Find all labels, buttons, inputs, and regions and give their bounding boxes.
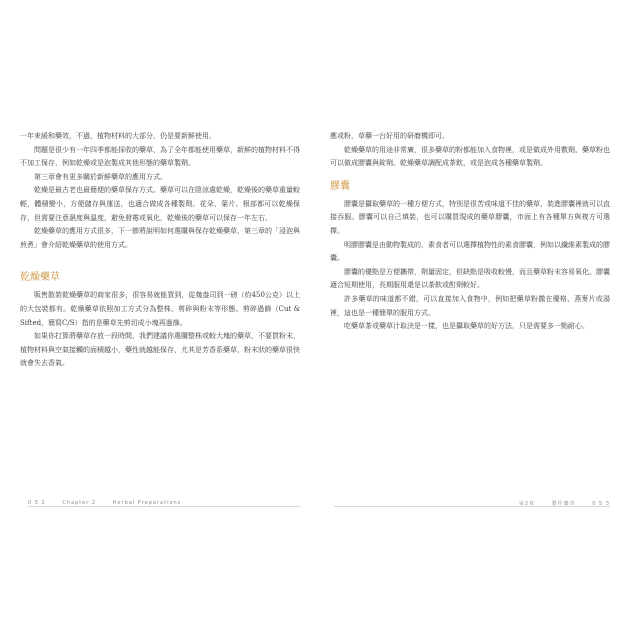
right-page-number: 0 5 3: [592, 501, 610, 507]
paragraph: 許多藥草的味道都不錯，可以直接加入食物中，例如把藥草粉撒在優格、燕麥片或湯裡，這也是一種簡單的服用方式。: [330, 294, 610, 317]
left-footer: [28, 500, 195, 506]
paragraph: 乾燥藥草的用途非常廣，很多藥草的粉都能加入食物裡，或是做成外用敷劑，藥草粉也可以做成膠囊與錠劑。乾燥藥草調配成茶飲，或是泡成各種藥草製劑。: [330, 145, 610, 168]
right-running-title: 製作藥草: [551, 501, 576, 507]
paragraph: 應或粉，草藥一台好用的研磨機即可。: [330, 132, 449, 140]
left-running-title: Herbal Preparations: [112, 500, 182, 506]
paragraph: 膠囊是攝取藥草的一種方便方式，特別是很苦或味道不佳的藥草，裝進膠囊裡就可以直接吞服。膠囊可以自己填裝，也可以購買現成的藥草膠囊，市面上有各種單方與複方可選擇。: [330, 199, 610, 235]
paragraph: 販售散裝乾燥藥草的商家很多，很容易就能買到，從幾盎司到一磅（約450公克）以上的大包裝都有。乾燥藥草依照加工方式分為整株、剪碎與粉末等形態。剪碎過篩（Cut & Sifted，簡寫C/S）指的是藥草先剪切成小塊再過篩。: [20, 291, 300, 327]
right-body-bottom: [330, 198, 610, 334]
left-chapter-label: Chapter 2: [62, 500, 97, 506]
left-page-number: 0 5 2: [28, 500, 46, 506]
left-body-bottom: [20, 289, 300, 371]
paragraph: 乾燥藥草的應用方式很多，下一節將說明如何選購與保存乾燥藥草，第三章的「浸泡與煎煮」會介紹乾燥藥草的使用方式。: [20, 227, 300, 249]
paragraph: 一年來緩和藥效，不過，植物材料的大部分，仍是要新鮮使用。: [20, 132, 216, 140]
paragraph: 吃藥草茶或藥草汁取決是一樣，也是攝取藥草的好方法，只是需要多一點耐心。: [344, 322, 589, 331]
section-heading-capsules: 膠囊: [330, 180, 350, 192]
left-footer-rule: [28, 506, 300, 507]
paragraph: 乾燥是最古老也最簡便的藥草保存方式。藥草可以在陰涼處乾燥，乾燥後的藥草重量較輕，體積變小，方便儲存與運送，也適合做成各種製劑。花朵、葉片、根部都可以乾燥保存，但需要注意濕度與溫度，避免發霉或氧化，乾燥後的藥草可以保存一年左右。: [20, 186, 300, 222]
paragraph: 膠囊的優點是方便攜帶，劑量固定，但缺點是吸收較慢，而且藥草粉末容易氧化。膠囊適合短期使用，長期服用還是以茶飲或酊劑較好。: [330, 267, 610, 290]
right-body-top: [330, 130, 610, 171]
right-page: [330, 130, 610, 525]
paragraph: 第三章會有更多關於新鮮藥草的應用方式。: [34, 172, 167, 181]
paragraph: 如果你打算將藥草存放一段時間，我們建議你選購整株或較大塊的藥草，不要買粉末，植物材料與空氣接觸的面積越小，藥性就越能保存，尤其是芳香系藥草，粉末狀的藥草很快就會失去香氣。: [20, 332, 300, 368]
section-heading-dried-herbs: 乾燥藥草: [20, 272, 60, 284]
left-body-top: [20, 130, 300, 252]
left-page: [20, 130, 300, 525]
paragraph: 明膠膠囊是由動物製成的，素食者可以選擇植物性的素食膠囊，例如以纖維素製成的膠囊。: [330, 240, 610, 263]
paragraph: 問題是很少有一年四季都能採收的藥草，為了全年都能使用藥草，新鮮的植物材料不得不加工保存，例如乾燥或是泡製成其他形態的藥草製劑。: [20, 145, 300, 168]
right-footer: [505, 500, 610, 507]
right-chapter-label: 第2章: [518, 501, 536, 507]
